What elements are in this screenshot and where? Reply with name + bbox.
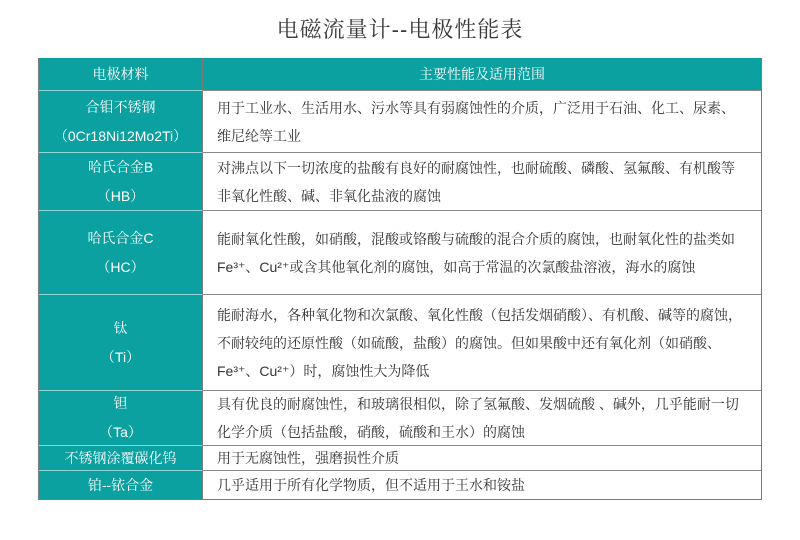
- material-cell: [39, 391, 203, 446]
- table-row: [39, 471, 761, 499]
- material-name: 哈氏合金B: [87, 158, 154, 175]
- header-cell-material: 电极材料: [39, 58, 203, 91]
- table-row: [39, 295, 761, 391]
- performance-text: 用于工业水、生活用水、污水等具有弱腐蚀性的介质，广泛用于石油、化工、尿素、维尼纶等工业: [217, 99, 735, 144]
- material-cell: [39, 446, 203, 471]
- table-header-row: [39, 58, 761, 91]
- performance-text: 能耐氧化性酸，如硝酸，混酸或铬酸与硫酸的混合介质的腐蚀，也耐氧化性的盐类如Fe³⁺、Cu²⁺或含其他氧化剂的腐蚀，如高于常温的次氯酸盐溶液，海水的腐蚀: [217, 230, 735, 275]
- material-name: 不锈钢涂覆碳化钨: [64, 449, 177, 466]
- header-cell-performance: 主要性能及适用范围: [203, 58, 761, 91]
- table-row: [39, 391, 761, 446]
- material-name: 钛: [113, 319, 128, 336]
- material-name: 钽: [113, 395, 128, 411]
- table-row: [39, 91, 761, 153]
- performance-cell: [203, 91, 761, 153]
- material-formula: （HC）: [96, 258, 145, 275]
- performance-cell: [203, 295, 761, 391]
- performance-text: 具有优良的耐腐蚀性，和玻璃很相似，除了氢氟酸、发烟硫酸 、碱外，几乎能耐一切化学介质（包括盐酸，硝酸，硫酸和王水）的腐蚀: [217, 396, 739, 440]
- material-cell: [39, 153, 203, 211]
- material-name: 哈氏合金C: [87, 229, 154, 246]
- performance-text: 几乎适用于所有化学物质，但不适用于王水和铵盐: [217, 477, 525, 493]
- performance-text: 能耐海水，各种氧化物和次氯酸、氧化性酸（包括发烟硝酸）、有机酸、碱等的腐蚀，不耐较纯的还原性酸（如硫酸，盐酸）的腐蚀。但如果酸中还有氧化剂（如硝酸、Fe³⁺、Cu²⁺）时，腐蚀性大为降低: [217, 306, 742, 379]
- table-row: [39, 446, 761, 471]
- performance-text: 用于无腐蚀性，强磨损性介质: [217, 450, 399, 466]
- table-row: [39, 211, 761, 295]
- page-title: 电磁流量计--电极性能表: [276, 17, 524, 42]
- material-name: 铂--铱合金: [87, 476, 154, 493]
- performance-cell: [203, 471, 761, 499]
- performance-cell: [203, 153, 761, 211]
- electrode-performance-table: [38, 58, 762, 500]
- material-cell: [39, 471, 203, 499]
- material-name: 合钼不锈钢: [85, 98, 156, 115]
- material-cell: [39, 91, 203, 153]
- performance-cell: [203, 446, 761, 471]
- performance-text: 对沸点以下一切浓度的盐酸有良好的耐腐蚀性，也耐硫酸、磷酸、氢氟酸、有机酸等非氧化性酸、碱、非氧化盐液的腐蚀: [217, 159, 735, 204]
- performance-cell: [203, 211, 761, 295]
- material-formula: （HB）: [96, 187, 145, 204]
- material-formula: （Ti）: [100, 348, 141, 365]
- material-cell: [39, 295, 203, 391]
- performance-cell: [203, 391, 761, 446]
- table-row: [39, 153, 761, 211]
- material-cell: [39, 211, 203, 295]
- material-formula: （0Cr18Ni12Mo2Ti）: [53, 127, 188, 144]
- material-formula: （Ta）: [99, 424, 142, 440]
